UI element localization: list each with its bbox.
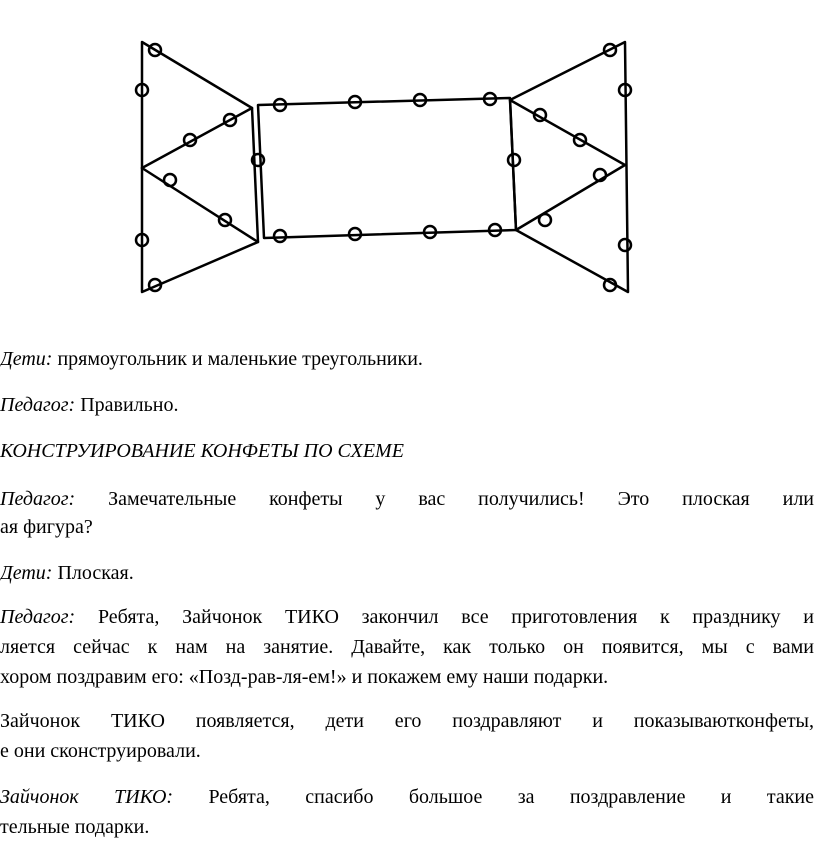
line-7 [0,604,814,630]
line-5: ая фигура? [0,516,93,538]
section-heading: КОНСТРУИРОВАНИЕ КОНФЕТЫ ПО СХЕМЕ [0,440,404,462]
line-text: прямоугольник и маленькие треугольники. [52,348,423,370]
line-8: ляется сейчас к нам на занятие. Давайте, как только он появится, мы с вами [0,636,814,658]
line-text: Плоская. [52,562,134,584]
line-10: Зайчонок ТИКО появляется, дети его поздравляют и показываютконфеты, [0,710,814,732]
line-text: Замечательные конфеты у вас получились! Это плоская или [75,488,814,510]
candy-puzzle-diagram-icon [130,30,640,310]
speaker: Дети: [0,562,53,584]
line-text: Ребята, Зайчонок ТИКО закончил все приготовления к празднику и [75,606,814,628]
speaker: Дети: [0,348,53,370]
line-4 [0,486,814,512]
line-13: тельные подарки. [0,816,150,838]
line-9: хором поздравим его: «Позд-рав-ля-ем!» и покажем ему наши подарки. [0,666,609,688]
speaker: Зайчонок ТИКО: [0,786,174,808]
line-12 [0,784,814,810]
line-1 [0,346,423,372]
line-text: Ребята, спасибо большое за поздравление и такие [173,786,815,808]
speaker: Педагог: [0,488,76,510]
line-text: Правильно. [75,394,179,416]
line-11: е они сконструировали. [0,740,201,762]
line-2 [0,392,179,418]
line-6 [0,560,134,586]
speaker: Педагог: [0,394,76,416]
speaker: Педагог: [0,606,76,628]
